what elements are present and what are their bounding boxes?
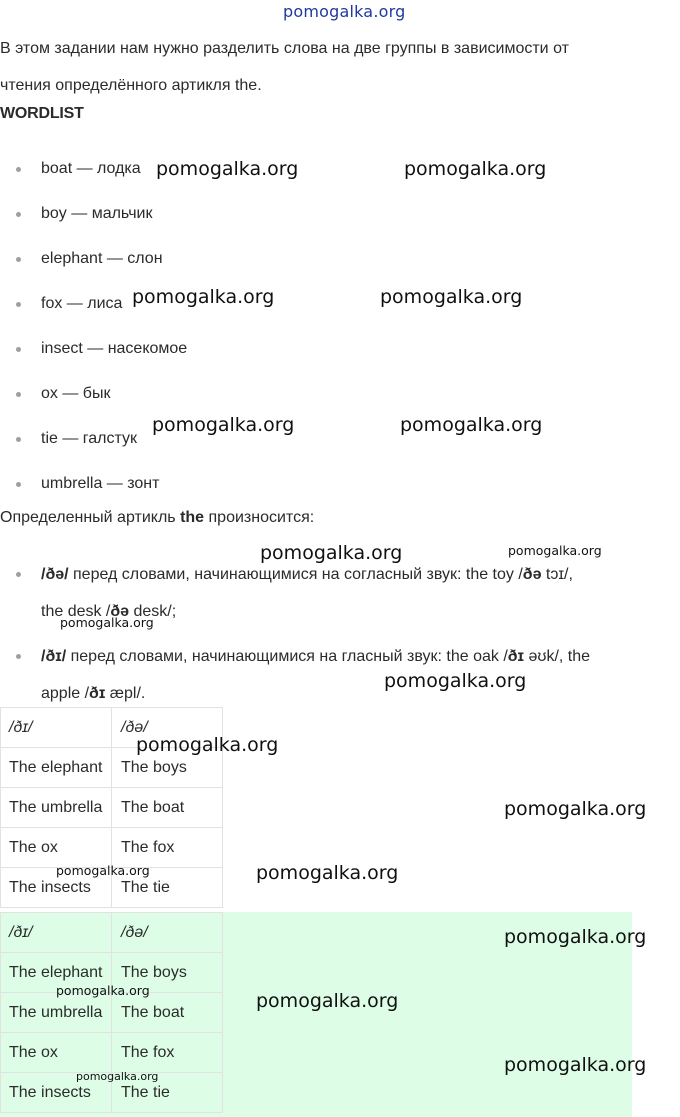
table-cell: The tie [112, 868, 223, 908]
list-item [0, 285, 680, 330]
watermark: pomogalka.org [504, 798, 647, 820]
watermark: pomogalka.org [404, 158, 547, 180]
top-watermark: pomogalka.org [283, 2, 406, 21]
word-entry: boat — лодка [41, 160, 141, 177]
watermark: pomogalka.org [256, 862, 399, 884]
bullet-icon [16, 572, 21, 577]
bullet-icon [16, 167, 21, 172]
list-item [0, 465, 680, 510]
rule-text: перед словами, начинающимися на гласный звук: the oak / [66, 648, 508, 665]
watermark: pomogalka.org [76, 1070, 159, 1083]
watermark: pomogalka.org [504, 1054, 647, 1076]
rule-text: tɔɪ/, [541, 566, 573, 583]
watermark: pomogalka.org [136, 734, 279, 756]
rule-text: apple / [41, 685, 90, 702]
wordlist [0, 150, 680, 510]
word-entry: tie — галстук [41, 430, 138, 447]
rule-text: перед словами, начинающимися на согласный звук: the toy / [68, 566, 523, 583]
watermark: pomogalka.org [256, 990, 399, 1012]
table-row [1, 1033, 223, 1073]
word-entry: umbrella — зонт [41, 475, 160, 492]
table-cell: The umbrella [1, 788, 112, 828]
bullet-icon [16, 257, 21, 262]
watermark: pomogalka.org [508, 543, 602, 558]
table-row [1, 828, 223, 868]
watermark: pomogalka.org [504, 926, 647, 948]
intro-text [0, 30, 675, 104]
bullet-icon [16, 437, 21, 442]
word-entry: boy — мальчик [41, 205, 153, 222]
table-header-cell: /ðə/ [112, 913, 223, 953]
watermark: pomogalka.org [152, 414, 295, 436]
table-cell: The boat [112, 993, 223, 1033]
watermark: pomogalka.org [56, 983, 150, 998]
table-cell: The umbrella [1, 993, 112, 1033]
wordlist-heading: WORDLIST [0, 105, 84, 122]
bullet-icon [16, 392, 21, 397]
table-cell: The ox [1, 828, 112, 868]
word-entry: elephant — слон [41, 250, 163, 267]
rule-ipa: /ðɪ/ [41, 648, 67, 665]
intro-line: чтения определённого артикля the. [0, 77, 262, 94]
table-cell: The elephant [1, 953, 112, 993]
pronunciation-rules [0, 556, 680, 720]
bullet-icon [16, 654, 21, 659]
table-row [1, 788, 223, 828]
table-cell: The ox [1, 1033, 112, 1073]
intro-line: В этом задании нам нужно разделить слова на две группы в зависимости от [0, 40, 569, 57]
table-cell: The insects [1, 1073, 112, 1113]
table-cell: The boys [112, 953, 223, 993]
watermark: pomogalka.org [60, 615, 154, 630]
table-cell: The boys [112, 748, 223, 788]
rule-ipa-inline: ðə [110, 603, 130, 620]
list-item [0, 330, 680, 375]
table-cell: The fox [112, 828, 223, 868]
bullet-icon [16, 482, 21, 487]
bullet-icon [16, 212, 21, 217]
list-item [0, 240, 680, 285]
table-header-cell: /ðɪ/ [1, 913, 112, 953]
table-cell: The fox [112, 1033, 223, 1073]
list-item [0, 375, 680, 420]
table-cell: The tie [112, 1073, 223, 1113]
bullet-icon [16, 347, 21, 352]
watermark: pomogalka.org [56, 863, 150, 878]
table-cell: The boat [112, 788, 223, 828]
table-header-cell: /ðə/ [112, 708, 223, 748]
bullet-icon [16, 302, 21, 307]
table-cell: The elephant [1, 748, 112, 788]
rule-text: desk/; [129, 603, 177, 620]
rule-ipa-inline: ðə [522, 566, 542, 583]
word-entry: insect — насекомое [41, 340, 188, 357]
rule-ipa: /ðə/ [41, 566, 69, 583]
rule-text: the desk / [41, 603, 111, 620]
watermark: pomogalka.org [132, 286, 275, 308]
table-header-row [1, 913, 223, 953]
list-item [0, 420, 680, 465]
rule-text: æpl/. [105, 685, 146, 702]
rule-intro-article: the [180, 509, 205, 526]
rule-text: əʊk/, the [524, 648, 591, 665]
rule-intro-after: произносится: [204, 509, 315, 526]
list-item [0, 150, 680, 195]
rule-ipa-inline: ðɪ [89, 685, 106, 702]
watermark: pomogalka.org [156, 158, 299, 180]
table-header-cell: /ðɪ/ [1, 708, 112, 748]
watermark: pomogalka.org [400, 414, 543, 436]
rule-intro-before: Определенный артикль [0, 509, 181, 526]
watermark: pomogalka.org [384, 670, 527, 692]
table-cell: The insects [1, 868, 112, 908]
table-row [1, 993, 223, 1033]
word-entry: fox — лиса [41, 295, 123, 312]
word-entry: ox — бык [41, 385, 111, 402]
rule-intro [0, 509, 314, 527]
watermark: pomogalka.org [260, 542, 403, 564]
rule-item [0, 638, 680, 712]
rule-ipa-inline: ðɪ [507, 648, 525, 665]
watermark: pomogalka.org [380, 286, 523, 308]
list-item [0, 195, 680, 240]
